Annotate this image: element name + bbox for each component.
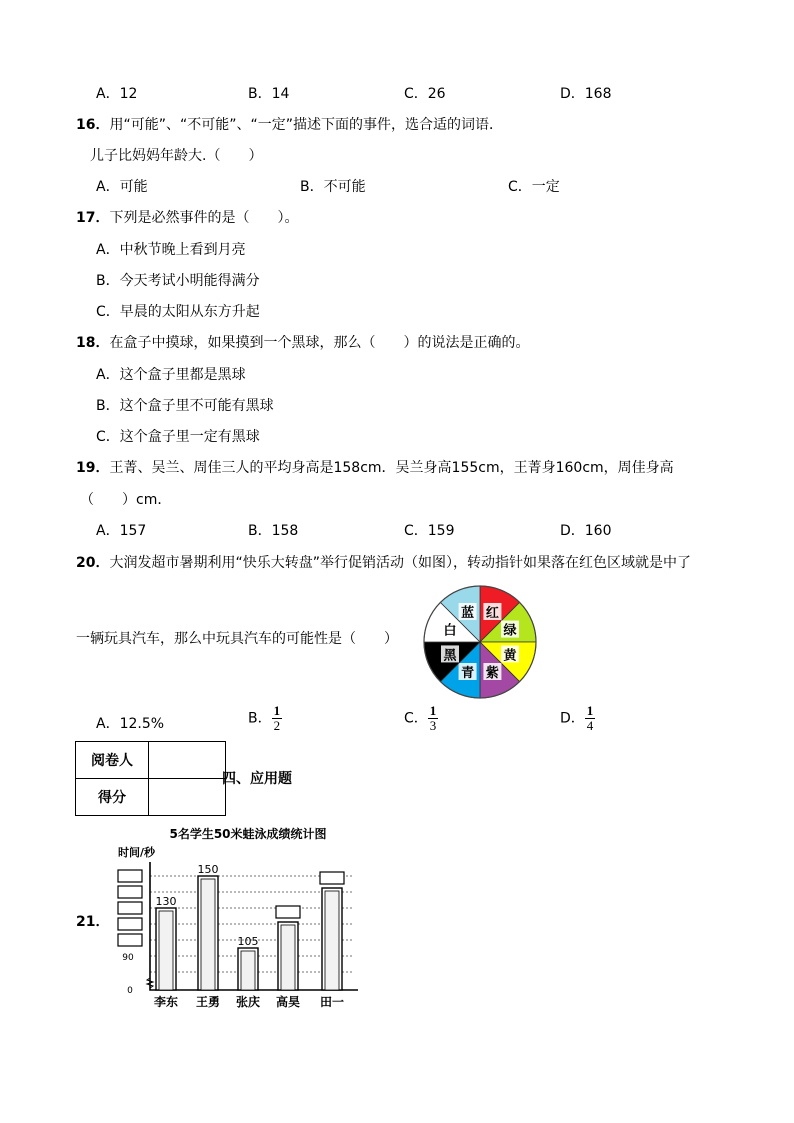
wheel-label: 紫 [485, 666, 499, 682]
q15-option-a[interactable]: A．12 [96, 86, 138, 102]
score-field[interactable] [149, 779, 226, 816]
wheel-label: 绿 [503, 623, 517, 639]
question-17 [76, 207, 298, 227]
q15-option-d[interactable]: D．168 [560, 86, 612, 102]
question-20-line2: 一辆玩具汽车，那么中玩具汽车的可能性是（ ） [76, 631, 398, 647]
section-title: 四、应用题 [222, 771, 292, 787]
fraction-numerator: 1 [586, 703, 594, 718]
question-number: 18． [76, 335, 110, 351]
q19-option-c[interactable]: C．159 [404, 523, 455, 539]
y-tick-blank-box[interactable] [118, 870, 142, 882]
fraction-denominator: 2 [273, 718, 281, 733]
bar-value-blank-box[interactable] [276, 906, 300, 918]
question-21 [76, 911, 109, 931]
wheel-label: 青 [461, 666, 475, 682]
y-tick-blank-box[interactable] [118, 902, 142, 914]
q15-option-c[interactable]: C．26 [404, 86, 446, 102]
q15-option-b[interactable]: B．14 [248, 86, 290, 102]
question-19 [76, 457, 674, 477]
fraction-numerator: 1 [429, 703, 437, 718]
question-number: 19． [76, 460, 110, 476]
question-number: 17． [76, 210, 110, 226]
option-prefix: B． [248, 710, 272, 727]
bar [241, 951, 255, 990]
bar-chart [112, 822, 368, 1012]
option-prefix: D． [560, 710, 585, 727]
q17-option-a[interactable]: A．中秋节晚上看到月亮 [96, 242, 246, 258]
bar-value-label: 130 [155, 895, 177, 908]
y-tick-blank-box[interactable] [118, 918, 142, 930]
x-category-label: 田一 [319, 995, 345, 1009]
question-number: 21． [76, 914, 110, 930]
fraction-numerator: 1 [273, 703, 281, 718]
x-category-label: 王勇 [195, 995, 221, 1009]
question-18 [76, 332, 529, 352]
chart-ylabel: 时间/秒 [118, 846, 156, 859]
x-category-label: 高昊 [275, 995, 301, 1009]
question-text: 大润发超市暑期利用“快乐大转盘”举行促销活动（如图），转动指针如果落在红色区域就是中了 [109, 555, 691, 571]
score-label: 得分 [76, 779, 149, 816]
fraction-denominator: 4 [586, 718, 594, 733]
wheel-label: 白 [443, 623, 457, 639]
question-16-sub: 儿子比妈妈年龄大.（ ） [90, 148, 263, 164]
wheel-label: 黑 [443, 648, 457, 664]
fraction-denominator: 3 [429, 718, 437, 733]
q18-option-c[interactable]: C．这个盒子里一定有黑球 [96, 429, 260, 445]
y-tick-blank-box[interactable] [118, 934, 142, 946]
q16-option-c[interactable]: C．一定 [508, 179, 560, 195]
bar [201, 879, 215, 990]
bar-value-label: 150 [197, 863, 219, 876]
bar [281, 925, 295, 990]
wheel-label: 蓝 [461, 605, 475, 621]
option-prefix: C． [404, 710, 428, 727]
question-number: 20． [76, 555, 110, 571]
question-19-line2: （ ）cm． [80, 492, 172, 508]
q19-option-d[interactable]: D．160 [560, 523, 612, 539]
q18-option-a[interactable]: A．这个盒子里都是黑球 [96, 367, 246, 383]
q20-option-a[interactable]: A．12.5% [96, 716, 165, 732]
reviewer-field[interactable] [149, 742, 226, 779]
question-16 [76, 114, 503, 134]
q19-option-b[interactable]: B．158 [248, 523, 299, 539]
question-number: 16． [76, 117, 110, 133]
fraction [585, 704, 596, 733]
question-20 [76, 552, 691, 572]
bar [325, 891, 339, 990]
question-text: 在盒子中摸球，如果摸到一个黑球，那么（ ）的说法是正确的。 [109, 335, 530, 351]
reviewer-label: 阅卷人 [76, 742, 149, 779]
q20-option-d[interactable] [560, 704, 595, 733]
bar-value-blank-box[interactable] [320, 872, 344, 884]
q17-option-c[interactable]: C．早晨的太阳从东方升起 [96, 304, 260, 320]
q16-option-b[interactable]: B．不可能 [300, 179, 366, 195]
y-tick-label: 0 [127, 986, 133, 996]
x-category-label: 张庆 [235, 995, 261, 1009]
prize-wheel [422, 584, 538, 700]
wheel-label: 红 [485, 605, 499, 621]
question-text: 用“可能”、“不可能”、“一定”描述下面的事件，选合适的词语． [109, 117, 504, 133]
question-text: 王菁、吴兰、周佳三人的平均身高是158cm．吴兰身高155cm，王菁身160cm，周佳身高 [109, 460, 674, 476]
fraction [272, 704, 283, 733]
q19-option-a[interactable]: A．157 [96, 523, 147, 539]
q17-option-b[interactable]: B．今天考试小明能得满分 [96, 273, 260, 289]
question-text: 下列是必然事件的是（ ）。 [109, 210, 299, 226]
q20-option-b[interactable] [248, 704, 282, 733]
y-tick-blank-box[interactable] [118, 886, 142, 898]
q16-option-a[interactable]: A．可能 [96, 179, 148, 195]
score-table [75, 741, 226, 816]
q20-option-c[interactable] [404, 704, 438, 733]
bar-value-label: 105 [237, 935, 259, 948]
chart-title: 5名学生50米蛙泳成绩统计图 [169, 827, 327, 841]
y-tick-label: 90 [122, 953, 134, 963]
fraction [428, 704, 439, 733]
q18-option-b[interactable]: B．这个盒子里不可能有黑球 [96, 398, 274, 414]
bar [159, 911, 173, 990]
x-category-label: 李东 [153, 995, 179, 1009]
wheel-label: 黄 [503, 648, 517, 664]
